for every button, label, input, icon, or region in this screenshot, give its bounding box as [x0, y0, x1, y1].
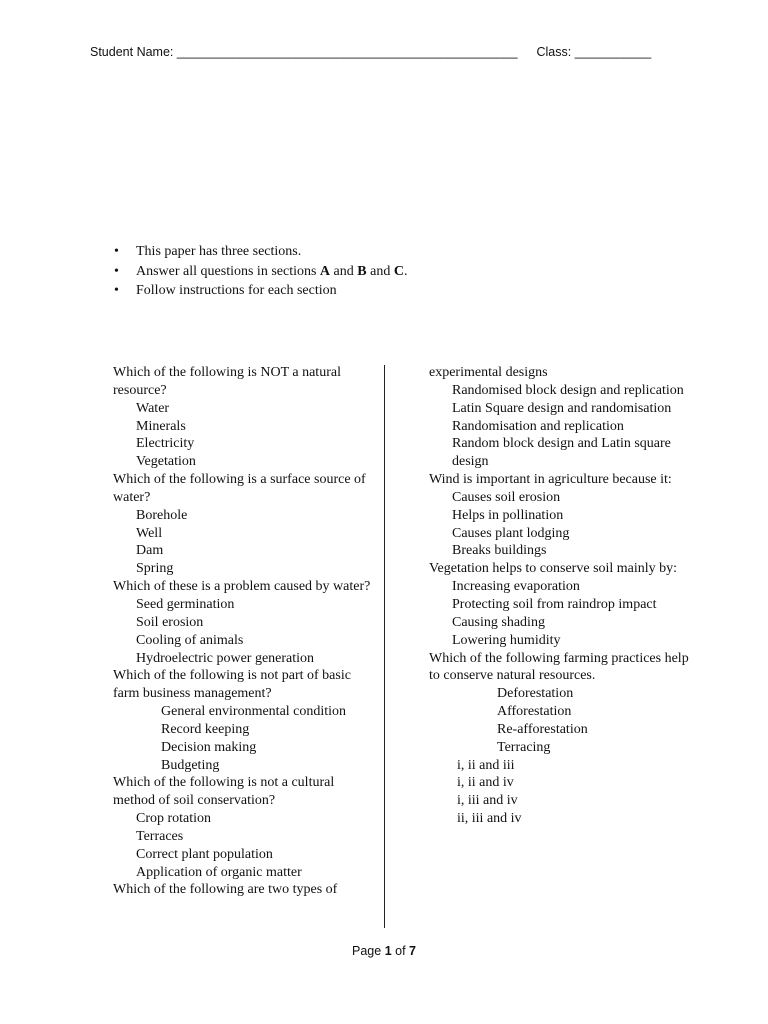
instructions-list — [112, 242, 407, 301]
answer-option: i, ii and iii — [457, 757, 515, 773]
answer-option: Budgeting — [161, 757, 220, 773]
instruction-item: • Follow instructions for each section — [112, 281, 407, 301]
answer-option: Record keeping — [161, 721, 250, 737]
answer-option: General environmental condition — [161, 704, 347, 720]
answer-option: i, ii and iv — [457, 775, 514, 791]
page-of: of — [391, 944, 410, 958]
answer-option: Latin Square design and randomisation — [452, 400, 672, 416]
answer-option: Random block design and Latin square design — [452, 436, 671, 470]
questions-column-right — [429, 364, 689, 828]
question-text: Which of the following is not part of basic farm business management? — [113, 668, 351, 702]
answer-option: Causes plant lodging — [452, 525, 570, 541]
question-text: Which of the following is NOT a natural resource? — [113, 365, 341, 398]
page-total: 7 — [409, 944, 416, 958]
answer-option: Causing shading — [452, 614, 545, 630]
questions-column-left — [113, 364, 375, 899]
student-name-label: Student Name: — [90, 45, 174, 59]
answer-option: Cooling of animals — [136, 632, 244, 648]
answer-option: Minerals — [136, 418, 186, 434]
page-number: 1 — [384, 944, 392, 958]
question-text: Wind is important in agriculture because it: — [429, 472, 672, 488]
answer-option: Seed germination — [136, 596, 235, 612]
class-blank[interactable]: ___________ — [574, 45, 652, 59]
instruction-item: • Answer all questions in sections A and B and C. — [112, 262, 407, 282]
instruction-item: • This paper has three sections. — [112, 242, 407, 262]
statement-item: Terracing — [497, 739, 551, 755]
answer-option: Protecting soil from raindrop impact — [452, 596, 657, 612]
answer-option: Well — [136, 525, 163, 541]
answer-option: Causes soil erosion — [452, 489, 561, 505]
answer-option: Soil erosion — [136, 614, 204, 630]
question-text: experimental designs — [429, 365, 548, 380]
answer-option: Decision making — [161, 739, 257, 755]
answer-option: ii, iii and iv — [457, 811, 522, 827]
question-text: Which of the following is not a cultural method of soil conservation? — [113, 775, 335, 809]
question-text: Which of these is a problem caused by water? — [113, 579, 371, 595]
answer-option: Application of organic matter — [136, 864, 302, 880]
answer-option: Breaks buildings — [452, 543, 547, 559]
answer-option: i, iii and iv — [457, 793, 518, 809]
answer-option: Lowering humidity — [452, 632, 561, 648]
answer-option: Randomisation and replication — [452, 418, 624, 434]
statement-item: Re-afforestation — [497, 721, 588, 737]
answer-option: Spring — [136, 561, 174, 577]
statement-item: Afforestation — [497, 704, 572, 720]
question-text: Which of the following are two types of — [113, 882, 338, 898]
answer-option: Electricity — [136, 436, 195, 452]
answer-option: Correct plant population — [136, 846, 273, 862]
answer-option: Borehole — [136, 507, 188, 523]
answer-option: Terraces — [136, 828, 184, 844]
student-header — [90, 45, 651, 59]
question-text: Which of the following farming practices help to conserve natural resources. — [429, 650, 689, 684]
statement-item: Deforestation — [497, 686, 574, 702]
answer-option: Vegetation — [136, 454, 196, 470]
answer-option: Increasing evaporation — [452, 579, 580, 595]
answer-option: Helps in pollination — [452, 507, 564, 523]
column-divider — [384, 365, 385, 928]
question-text: Vegetation helps to conserve soil mainly by: — [429, 561, 678, 577]
page-prefix: Page — [352, 944, 385, 958]
class-label: Class: — [536, 45, 572, 59]
answer-option: Water — [136, 400, 170, 416]
answer-option: Crop rotation — [136, 811, 212, 827]
answer-option: Dam — [136, 543, 164, 559]
student-name-blank[interactable]: _________________________________________________ — [176, 45, 518, 59]
answer-option: Hydroelectric power generation — [136, 650, 315, 666]
page-footer — [0, 944, 768, 958]
answer-option: Randomised block design and replication — [452, 382, 684, 398]
question-text: Which of the following is a surface source of water? — [113, 472, 366, 505]
